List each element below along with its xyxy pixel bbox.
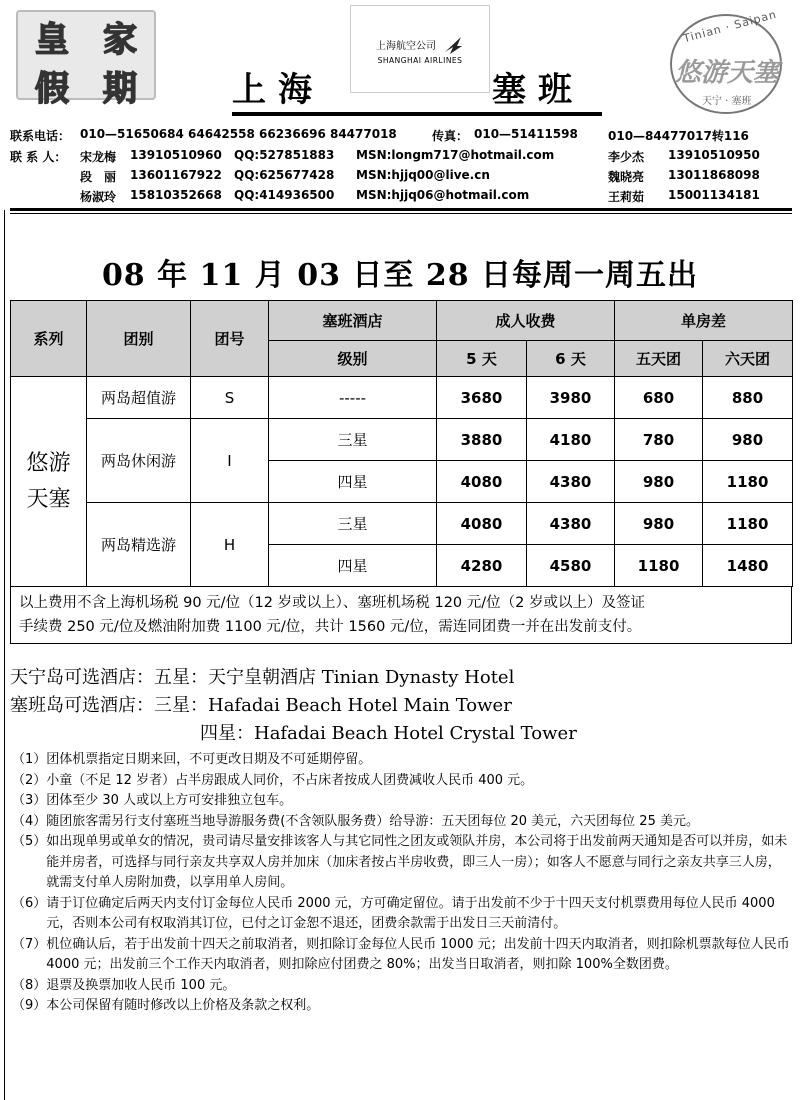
group-name: 两岛超值游 (87, 377, 191, 419)
single-5-days: 780 (615, 419, 703, 461)
title-shanghai: 上海 (232, 70, 324, 110)
term-text: 团体至少 30 人或以上方可安排独立包车。 (46, 793, 293, 808)
hotel-level: 三星 (269, 503, 437, 545)
title-saipan: 塞班 (492, 70, 584, 110)
term-item (12, 996, 790, 1017)
departure-headline: 08 年 11 月 03 日至 28 日每周一周五出 (101, 258, 699, 293)
price-6-days: 4180 (527, 419, 615, 461)
contact-mobile: 13011868098 (668, 168, 760, 182)
tinian-hotel: 天宁岛可选酒店：五星：天宁皇朝酒店 Tinian Dynasty Hotel (10, 667, 515, 688)
contact-person-label: 联 系 人： (10, 150, 67, 164)
header-single-supplement: 单房差 (615, 301, 793, 341)
header-group: 团别 (87, 301, 191, 377)
tinian-saipan-logo (662, 7, 792, 114)
group-code: S (191, 377, 269, 419)
price-5-days: 3880 (437, 419, 527, 461)
contact-qq: QQ:414936500 (234, 188, 335, 202)
logo-char: 期 (103, 69, 137, 109)
contact-name: 杨淑玲 (80, 190, 117, 204)
fax-label: 传真： (432, 129, 469, 143)
fee-note (10, 587, 792, 644)
price-6-days: 4380 (527, 503, 615, 545)
single-6-days: 1180 (703, 461, 793, 503)
term-item (12, 976, 790, 997)
contact-name: 李少杰 (608, 150, 645, 164)
single-6-days: 1180 (703, 503, 793, 545)
term-text: 本公司保留有随时修改以上价格及条款之权利。 (46, 998, 320, 1013)
header-series: 系列 (11, 301, 87, 377)
single-6-days: 880 (703, 377, 793, 419)
price-table (10, 300, 793, 587)
phone-numbers: 010—51650684 64642558 66236696 84477018 (80, 127, 397, 141)
term-item (12, 935, 790, 976)
logo-top-text: Tinian · Saipan (681, 7, 779, 46)
term-number: （4） (12, 813, 47, 829)
hotel-level: 三星 (269, 419, 437, 461)
royal-holiday-logo (16, 10, 156, 109)
price-5-days: 4080 (437, 503, 527, 545)
term-number: （3） (12, 793, 47, 808)
logo-char: 假 (35, 69, 69, 109)
term-number: （9） (12, 998, 47, 1013)
term-number: （6） (12, 895, 47, 911)
title-underline (232, 112, 602, 116)
contact-mobile: 15810352668 (130, 188, 222, 202)
airline-bird-icon (442, 34, 464, 56)
term-number: （1） (12, 752, 47, 767)
airline-name-en: SHANGHAI AIRLINES (377, 55, 463, 65)
saipan-hotel: 塞班岛可选酒店：三星：Hafadai Beach Hotel Main Tower (10, 695, 512, 716)
hotel-level: ----- (269, 377, 437, 419)
term-text: 请于订位确定后两天内支付订金每位人民币 2000 元，方可确定留位。请于出发前不少于十四天支付机票费用每位人民币 4000 元，否则本公司有权取消其订位，已付之订金恕不退还，团费余款需于出发日三天前清付。 (46, 895, 775, 931)
price-table-wrapper (10, 300, 792, 644)
contact-name: 段 丽 (80, 170, 117, 184)
contact-msn: MSN:longm717@hotmail.com (356, 148, 555, 162)
table-row (11, 377, 793, 419)
contact-name: 王莉茹 (608, 190, 645, 204)
term-item (12, 894, 790, 935)
term-text: 退票及换票加收人民币 100 元。 (46, 977, 236, 993)
hotel-level: 四星 (269, 461, 437, 503)
fee-note-line: 以上费用不含上海机场税 90 元/位（12 岁或以上）、塞班机场税 120 元/位（2 岁或以上）及签证 (19, 595, 645, 611)
series-name-line: 天塞 (26, 486, 71, 512)
logo-char: 家 (103, 20, 137, 60)
group-code: I (191, 419, 269, 503)
hotel-options (10, 664, 577, 748)
airline-name-cn: 上海航空公司 (376, 41, 436, 52)
logo-main-text: 悠游天塞 (674, 58, 779, 88)
header-5-days: 5 天 (437, 341, 527, 377)
single-5-days: 680 (615, 377, 703, 419)
contact-divider (10, 208, 792, 211)
shanghai-airlines-logo (350, 5, 490, 93)
series-name-line: 悠游 (26, 451, 71, 477)
header-5-day-tour: 五天团 (615, 341, 703, 377)
phone-label: 联系电话： (10, 129, 71, 143)
term-item (12, 750, 790, 771)
term-number: （2） (12, 772, 47, 788)
fee-note-line: 手续费 250 元/位及燃油附加费 1100 元/位，共计 1560 元/位，需连同团费一并在出发前支付。 (19, 619, 642, 635)
single-5-days: 1180 (615, 545, 703, 587)
single-5-days: 980 (615, 461, 703, 503)
contact-mobile: 13910510950 (668, 148, 760, 162)
term-text: 团体机票指定日期来回，不可更改日期及不可延期停留。 (46, 752, 372, 767)
term-number: （5） (12, 834, 47, 849)
terms-list (12, 750, 790, 1017)
term-text: 如出现单男或单女的情况，贵司请尽量安排该客人与其它同性之团友或领队并房，本公司将于出发前两天通知是否可以并房，如未能并房者，可选择与同行亲友共享双人房并加床（加床者按占半房收费，即三人一房）；如客人不愿意与同行之亲友共享三人房，就需支付单人房附加费，以享用单人房间。 (46, 834, 788, 890)
group-name: 两岛休闲游 (87, 419, 191, 503)
price-5-days: 3680 (437, 377, 527, 419)
series-cell (11, 377, 87, 587)
fax-number: 010—51411598 (474, 127, 578, 141)
contact-qq: QQ:625677428 (234, 168, 335, 182)
single-6-days: 980 (703, 419, 793, 461)
price-5-days: 4280 (437, 545, 527, 587)
term-number: （8） (12, 977, 47, 993)
price-6-days: 4380 (527, 461, 615, 503)
term-text: 随团旅客需另行支付塞班当地导游服务费(不含领队服务费）给导游：五天团每位 20 美元，六天团每位 25 美元。 (46, 813, 699, 829)
term-number: （7） (12, 936, 47, 952)
header-adult-fee: 成人收费 (437, 301, 615, 341)
header-level: 级别 (269, 341, 437, 377)
contact-msn: MSN:hjjq00@live.cn (356, 168, 490, 182)
contact-mobile: 15001134181 (668, 188, 760, 202)
contact-qq: QQ:527851883 (234, 148, 335, 162)
saipan-hotel-4star: 四星：Hafadai Beach Hotel Crystal Tower (200, 723, 577, 744)
price-6-days: 4580 (527, 545, 615, 587)
group-code: H (191, 503, 269, 587)
contact-name: 宋龙梅 (80, 150, 117, 164)
term-item (12, 791, 790, 812)
group-name: 两岛精选游 (87, 503, 191, 587)
contact-name: 魏晓亮 (608, 170, 645, 184)
term-item (12, 771, 790, 792)
header-code: 团号 (191, 301, 269, 377)
header-6-days: 6 天 (527, 341, 615, 377)
term-item (12, 832, 790, 894)
single-6-days: 1480 (703, 545, 793, 587)
term-text: 小童（不足 12 岁者）占半房跟成人同价，不占床者按成人团费减收人民币 400 元。 (46, 772, 534, 788)
price-6-days: 3980 (527, 377, 615, 419)
price-5-days: 4080 (437, 461, 527, 503)
phone-extension: 010—84477017转116 (608, 129, 749, 143)
header-6-day-tour: 六天团 (703, 341, 793, 377)
term-text: 机位确认后，若于出发前十四天之前取消者，则扣除订金每位人民币 1000 元；出发前十四天内取消者，则扣除机票款每位人民币 4000 元；出发前三个工作天内取消者，则扣除应付团费之 80%；出发当日取消者，则扣除 100%全数团费。 (46, 936, 790, 972)
contact-msn: MSN:hjjq06@hotmail.com (356, 188, 530, 202)
single-5-days: 980 (615, 503, 703, 545)
hotel-level: 四星 (269, 545, 437, 587)
term-item (12, 812, 790, 833)
contact-mobile: 13910510960 (130, 148, 222, 162)
contact-mobile: 13601167922 (130, 168, 222, 182)
logo-char: 皇 (35, 20, 69, 60)
table-row (11, 419, 793, 461)
logo-bottom-text: 天宁 · 塞班 (702, 96, 752, 107)
header-hotel: 塞班酒店 (269, 301, 437, 341)
page-frame-left (4, 210, 5, 1100)
table-row (11, 503, 793, 545)
contact-divider-thin (10, 213, 792, 214)
